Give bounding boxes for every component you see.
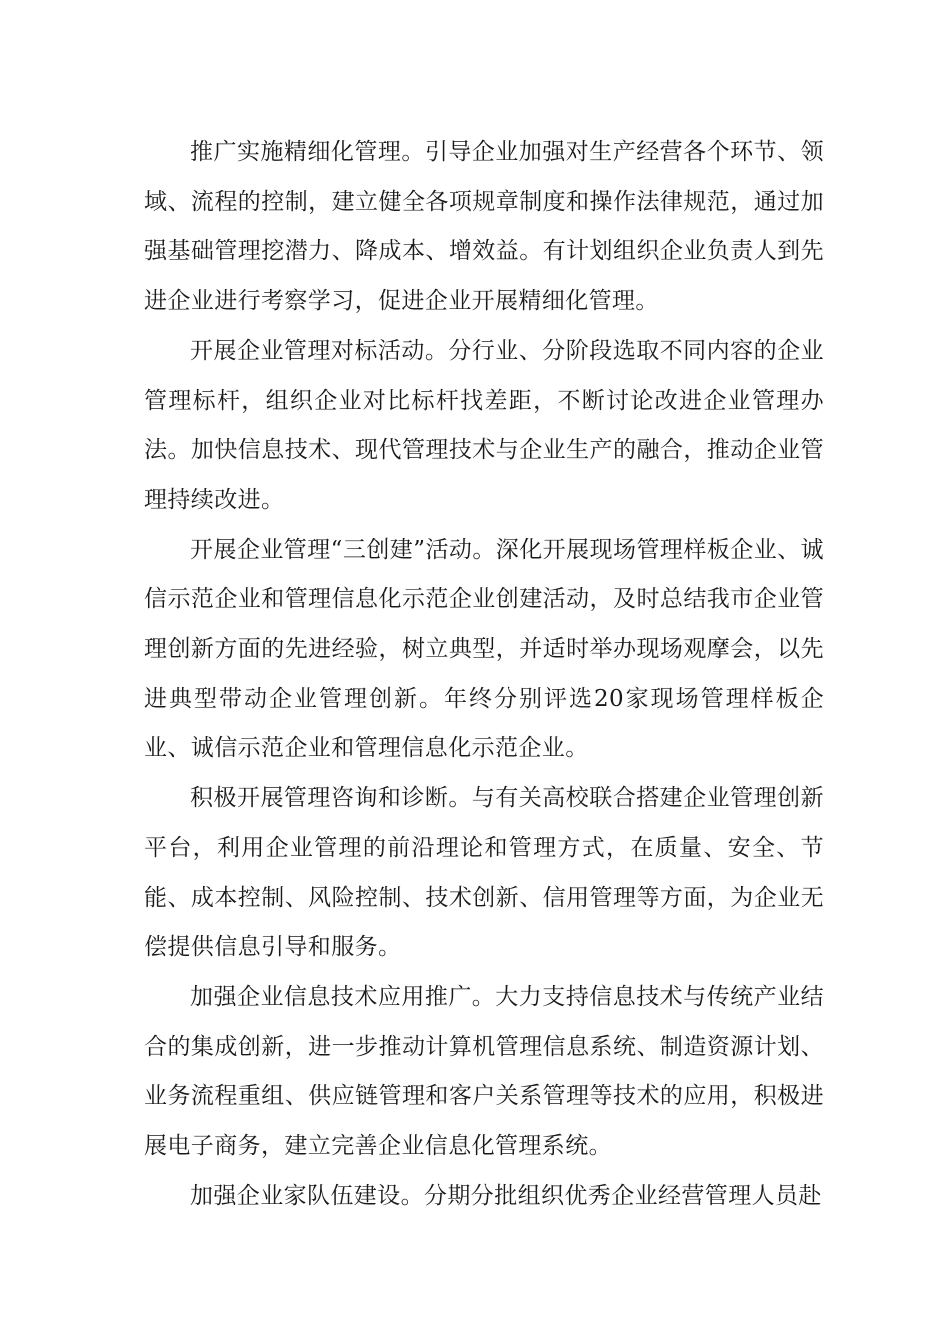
paragraph-fine-management: 推广实施精细化管理。引导企业加强对生产经营各个环节、领域、流程的控制，建立健全各项规章制度和操作法律规范，通过加强基础管理挖潜力、降成本、增效益。有计划组织企业负责人到先进企业进行考察学习，促进企业开展精细化管理。: [144, 139, 824, 315]
document-body: [144, 128, 824, 1221]
paragraph-it-promotion: 加强企业信息技术应用推广。大力支持信息技术与传统产业结合的集成创新，进一步推动计算机管理信息系统、制造资源计划、业务流程重组、供应链管理和客户关系管理等技术的应用，积极进展电子商务，建立完善企业信息化管理系统。: [144, 983, 824, 1160]
paragraph-entrepreneur-team: 加强企业家队伍建设。分期分批组织优秀企业经营管理人员赴: [190, 1182, 822, 1209]
paragraph-three-creations: 开展企业管理“三创建”活动。深化开展现场管理样板企业、诚信示范企业和管理信息化示范企业创建活动，及时总结我市企业管理创新方面的先进经验，树立典型，并适时举办现场观摩会，以先进典型带动企业管理创新。年终分别评选20家现场管理样板企业、诚信示范企业和管理信息化示范企业。: [144, 536, 824, 762]
paragraph-benchmarking: 开展企业管理对标活动。分行业、分阶段选取不同内容的企业管理标杆，组织企业对比标杆找差距，不断讨论改进企业管理办法。加快信息技术、现代管理技术与企业生产的融合，推动企业管理持续改进。: [144, 337, 824, 513]
paragraph-consulting-diagnosis: 积极开展管理咨询和诊断。与有关高校联合搭建企业管理创新平台，利用企业管理的前沿理论和管理方式，在质量、安全、节能、成本控制、风险控制、技术创新、信用管理等方面，为企业无偿提供信息引导和服务。: [144, 785, 824, 961]
